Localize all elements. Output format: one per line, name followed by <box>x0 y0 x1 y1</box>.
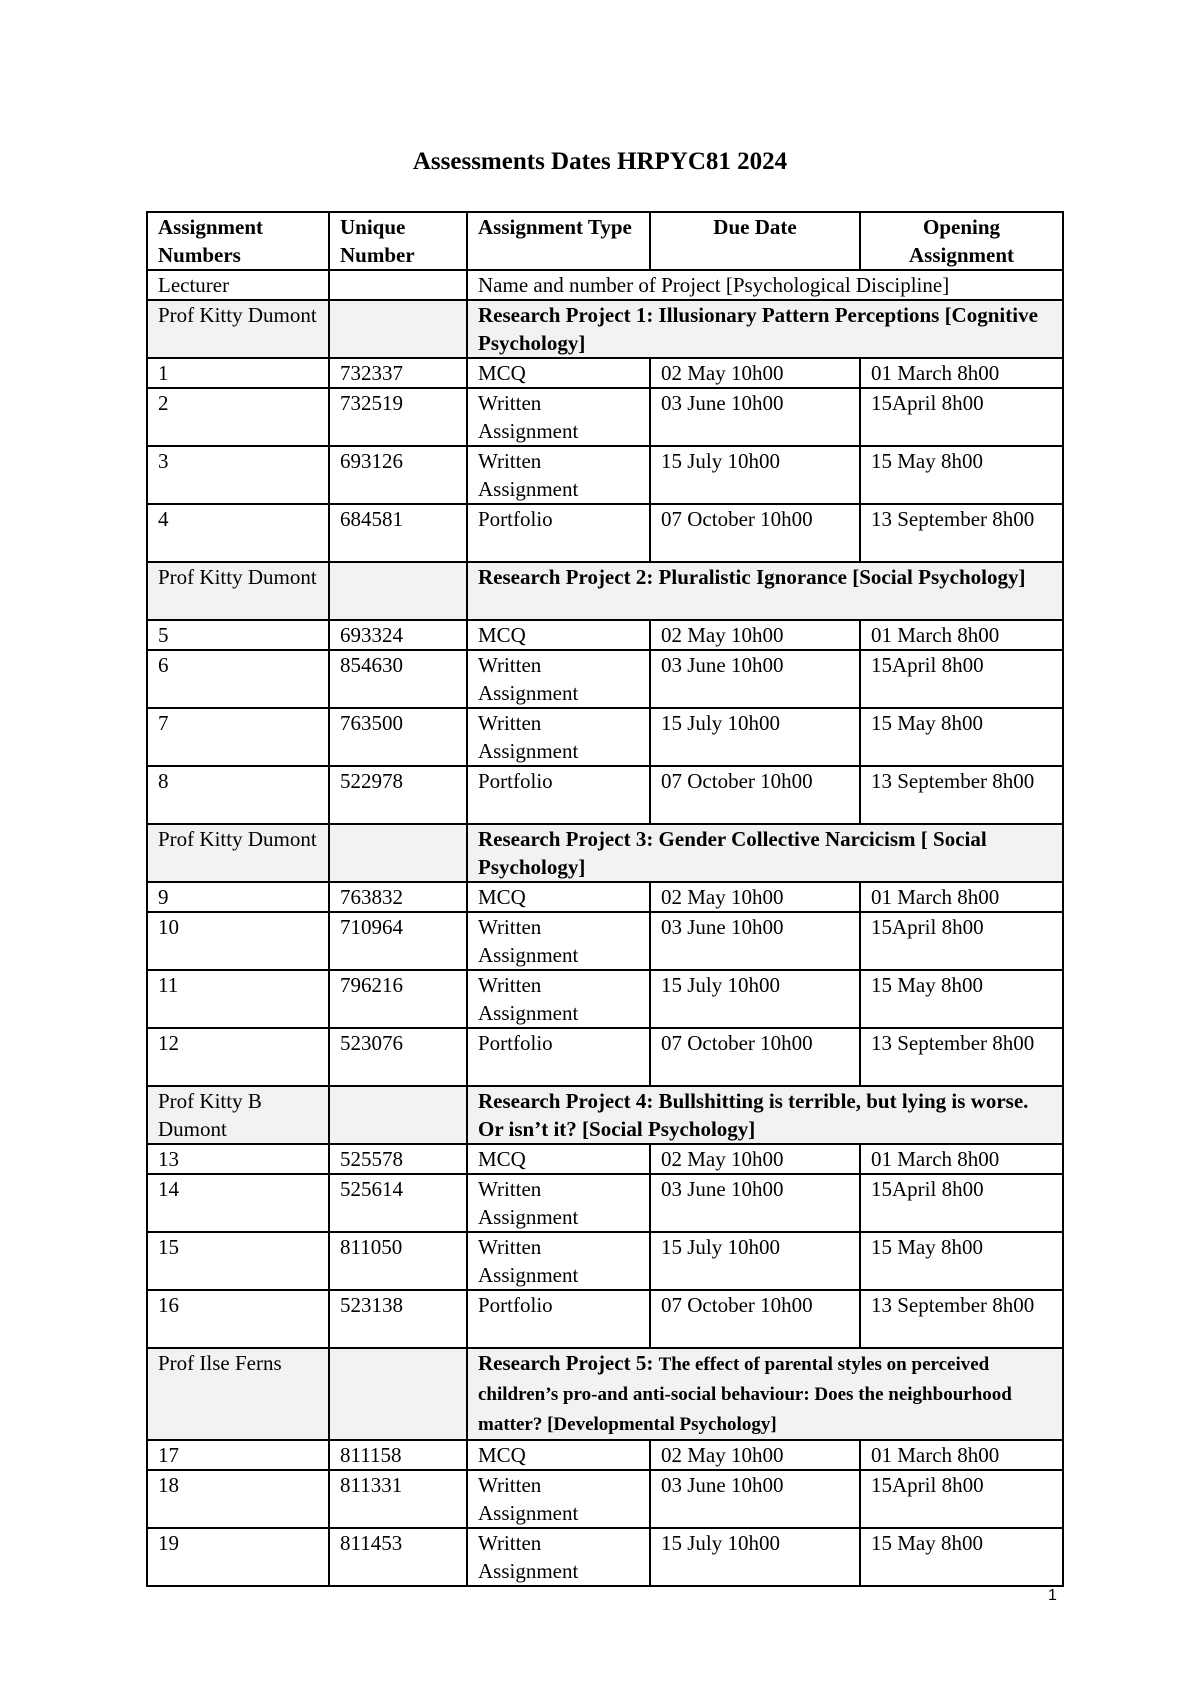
opening-date-cell: 15 May 8h00 <box>860 970 1063 1028</box>
unique-number-cell: 710964 <box>329 912 467 970</box>
lecturer-legend-row <box>147 270 1063 300</box>
due-date-cell: 03 June 10h00 <box>650 1470 860 1528</box>
assignment-number-cell: 1 <box>147 358 329 388</box>
table-row <box>147 970 1063 1028</box>
assignment-number-cell: 6 <box>147 650 329 708</box>
project-title: Research Project 2: Pluralistic Ignorance [Social Psychology] <box>467 562 1063 620</box>
assignment-number-cell: 13 <box>147 1144 329 1174</box>
assignment-type-cell: Portfolio <box>467 504 650 562</box>
unique-number-cell: 525614 <box>329 1174 467 1232</box>
table-row <box>147 766 1063 824</box>
assignment-number-cell: 8 <box>147 766 329 824</box>
assignment-type-cell: Written Assignment <box>467 708 650 766</box>
project-lecturer: Prof Kitty Dumont <box>147 824 329 882</box>
project-title: Research Project 3: Gender Collective Narcicism [ Social Psychology] <box>467 824 1063 882</box>
project-header-row <box>147 1086 1063 1144</box>
unique-number-cell: 811331 <box>329 1470 467 1528</box>
page-title: Assessments Dates HRPYC81 2024 <box>412 148 788 175</box>
unique-number-cell: 732337 <box>329 358 467 388</box>
due-date-cell: 15 July 10h00 <box>650 970 860 1028</box>
project-header-row <box>147 1348 1063 1440</box>
unique-number-cell: 522978 <box>329 766 467 824</box>
opening-date-cell: 15April 8h00 <box>860 912 1063 970</box>
assignment-number-cell: 15 <box>147 1232 329 1290</box>
unique-number-cell: 811453 <box>329 1528 467 1586</box>
assignment-type-cell: Written Assignment <box>467 650 650 708</box>
unique-number-cell: 854630 <box>329 650 467 708</box>
table-row <box>147 446 1063 504</box>
project-lecturer: Prof Kitty B Dumont <box>147 1086 329 1144</box>
assignment-number-cell: 3 <box>147 446 329 504</box>
table-row <box>147 504 1063 562</box>
column-header-opening-assignment: Opening Assignment <box>860 212 1063 270</box>
due-date-cell: 07 October 10h00 <box>650 766 860 824</box>
lecturer-legend-label: Lecturer <box>147 270 329 300</box>
project-title-lead: Research Project 5: <box>478 1351 659 1375</box>
opening-date-cell: 15 May 8h00 <box>860 708 1063 766</box>
opening-date-cell: 15April 8h00 <box>860 650 1063 708</box>
project-header-row <box>147 300 1063 358</box>
assignment-type-cell: Written Assignment <box>467 1232 650 1290</box>
table-row <box>147 1290 1063 1348</box>
opening-date-cell: 01 March 8h00 <box>860 1440 1063 1470</box>
due-date-cell: 07 October 10h00 <box>650 1290 860 1348</box>
assignment-number-cell: 5 <box>147 620 329 650</box>
assignment-type-cell: MCQ <box>467 1144 650 1174</box>
due-date-cell: 02 May 10h00 <box>650 620 860 650</box>
assignment-number-cell: 16 <box>147 1290 329 1348</box>
table-row <box>147 620 1063 650</box>
assignment-number-cell: 9 <box>147 882 329 912</box>
opening-date-cell: 01 March 8h00 <box>860 620 1063 650</box>
project-header-row <box>147 824 1063 882</box>
due-date-cell: 07 October 10h00 <box>650 1028 860 1086</box>
table-row <box>147 1440 1063 1470</box>
project-title: Research Project 1: Illusionary Pattern Perceptions [Cognitive Psychology] <box>467 300 1063 358</box>
project-header-row <box>147 562 1063 620</box>
opening-date-cell: 15April 8h00 <box>860 1470 1063 1528</box>
assessment-schedule-table <box>146 211 1064 1587</box>
project-unique-empty <box>329 300 467 358</box>
assignment-type-cell: Written Assignment <box>467 970 650 1028</box>
table-row <box>147 1144 1063 1174</box>
unique-number-cell: 763832 <box>329 882 467 912</box>
due-date-cell: 02 May 10h00 <box>650 882 860 912</box>
assignment-type-cell: Written Assignment <box>467 446 650 504</box>
table-row <box>147 388 1063 446</box>
table-row <box>147 358 1063 388</box>
assignment-number-cell: 19 <box>147 1528 329 1586</box>
project-unique-empty <box>329 562 467 620</box>
due-date-cell: 03 June 10h00 <box>650 912 860 970</box>
due-date-cell: 02 May 10h00 <box>650 1440 860 1470</box>
opening-date-cell: 15 May 8h00 <box>860 1232 1063 1290</box>
project-title-text: The effect of parental styles on perceived children’s pro-and anti-social behaviour: Does the neighbourhood matter? [Developmental Psychology] <box>478 1354 1012 1435</box>
project-lecturer: Prof Ilse Ferns <box>147 1348 329 1440</box>
due-date-cell: 02 May 10h00 <box>650 1144 860 1174</box>
due-date-cell: 03 June 10h00 <box>650 1174 860 1232</box>
project-unique-empty <box>329 1086 467 1144</box>
due-date-cell: 15 July 10h00 <box>650 1528 860 1586</box>
table-row <box>147 882 1063 912</box>
assignment-number-cell: 4 <box>147 504 329 562</box>
opening-date-cell: 15 May 8h00 <box>860 446 1063 504</box>
opening-date-cell: 01 March 8h00 <box>860 1144 1063 1174</box>
table-row <box>147 650 1063 708</box>
unique-number-cell: 684581 <box>329 504 467 562</box>
due-date-cell: 15 July 10h00 <box>650 1232 860 1290</box>
lecturer-legend-unique <box>329 270 467 300</box>
unique-number-cell: 796216 <box>329 970 467 1028</box>
assignment-type-cell: Written Assignment <box>467 388 650 446</box>
table-row <box>147 1232 1063 1290</box>
lecturer-legend-description: Name and number of Project [Psychological Discipline] <box>467 270 1063 300</box>
opening-date-cell: 13 September 8h00 <box>860 1290 1063 1348</box>
due-date-cell: 15 July 10h00 <box>650 446 860 504</box>
project-lecturer: Prof Kitty Dumont <box>147 300 329 358</box>
unique-number-cell: 732519 <box>329 388 467 446</box>
column-header-assignment-numbers: Assignment Numbers <box>147 212 329 270</box>
assignment-number-cell: 2 <box>147 388 329 446</box>
due-date-cell: 07 October 10h00 <box>650 504 860 562</box>
table-row <box>147 912 1063 970</box>
due-date-cell: 15 July 10h00 <box>650 708 860 766</box>
table-row <box>147 1528 1063 1586</box>
table-row <box>147 1174 1063 1232</box>
opening-date-cell: 13 September 8h00 <box>860 1028 1063 1086</box>
opening-date-cell: 13 September 8h00 <box>860 766 1063 824</box>
unique-number-cell: 811050 <box>329 1232 467 1290</box>
opening-date-cell: 15April 8h00 <box>860 1174 1063 1232</box>
column-header-assignment-type: Assignment Type <box>467 212 650 270</box>
assignment-type-cell: Written Assignment <box>467 1174 650 1232</box>
opening-date-cell: 01 March 8h00 <box>860 358 1063 388</box>
project-title <box>467 1348 1063 1440</box>
assignment-type-cell: Portfolio <box>467 766 650 824</box>
opening-date-cell: 01 March 8h00 <box>860 882 1063 912</box>
unique-number-cell: 693126 <box>329 446 467 504</box>
unique-number-cell: 523138 <box>329 1290 467 1348</box>
due-date-cell: 03 June 10h00 <box>650 388 860 446</box>
table-row <box>147 1028 1063 1086</box>
page-number: 1 <box>1048 1587 1057 1604</box>
project-title: Research Project 4: Bullshitting is terrible, but lying is worse. Or isn’t it? [Social Psychology] <box>467 1086 1063 1144</box>
project-unique-empty <box>329 824 467 882</box>
assignment-type-cell: MCQ <box>467 1440 650 1470</box>
assignment-type-cell: MCQ <box>467 882 650 912</box>
assignment-type-cell: Portfolio <box>467 1028 650 1086</box>
table-row <box>147 1470 1063 1528</box>
project-unique-empty <box>329 1348 467 1440</box>
unique-number-cell: 693324 <box>329 620 467 650</box>
opening-date-cell: 13 September 8h00 <box>860 504 1063 562</box>
assignment-type-cell: Written Assignment <box>467 1470 650 1528</box>
column-header-unique-number: Unique Number <box>329 212 467 270</box>
assignment-type-cell: MCQ <box>467 620 650 650</box>
opening-date-cell: 15April 8h00 <box>860 388 1063 446</box>
assignment-number-cell: 14 <box>147 1174 329 1232</box>
assignment-type-cell: Portfolio <box>467 1290 650 1348</box>
column-header-due-date: Due Date <box>650 212 860 270</box>
assignment-number-cell: 11 <box>147 970 329 1028</box>
table-row <box>147 708 1063 766</box>
assignment-type-cell: MCQ <box>467 358 650 388</box>
assignment-type-cell: Written Assignment <box>467 1528 650 1586</box>
assignment-number-cell: 18 <box>147 1470 329 1528</box>
unique-number-cell: 811158 <box>329 1440 467 1470</box>
assignment-number-cell: 12 <box>147 1028 329 1086</box>
assignment-type-cell: Written Assignment <box>467 912 650 970</box>
unique-number-cell: 525578 <box>329 1144 467 1174</box>
assignment-number-cell: 7 <box>147 708 329 766</box>
assignment-number-cell: 17 <box>147 1440 329 1470</box>
due-date-cell: 03 June 10h00 <box>650 650 860 708</box>
assignment-number-cell: 10 <box>147 912 329 970</box>
unique-number-cell: 763500 <box>329 708 467 766</box>
due-date-cell: 02 May 10h00 <box>650 358 860 388</box>
project-lecturer: Prof Kitty Dumont <box>147 562 329 620</box>
table-header-row <box>147 212 1063 270</box>
opening-date-cell: 15 May 8h00 <box>860 1528 1063 1586</box>
unique-number-cell: 523076 <box>329 1028 467 1086</box>
